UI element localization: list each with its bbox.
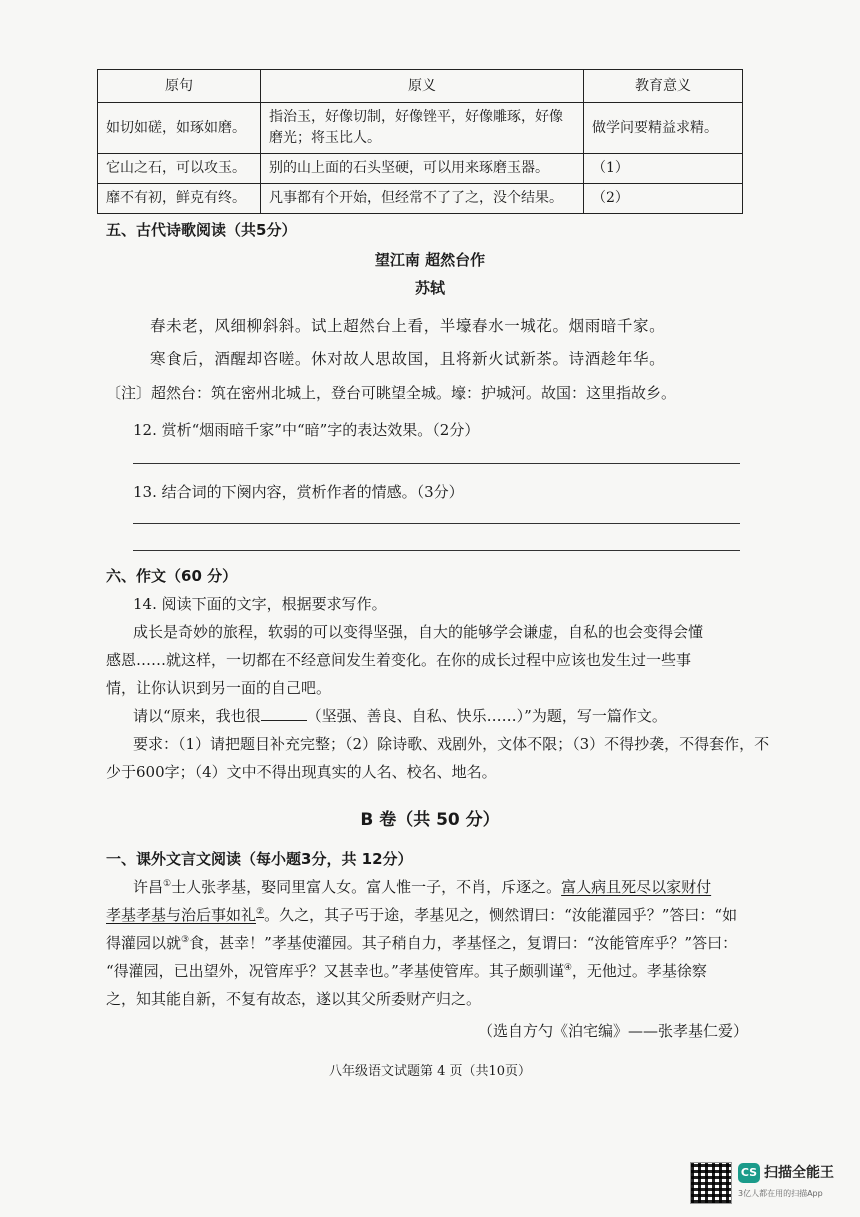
camscanner-logo: CS (738, 1163, 760, 1183)
volume-b-heading: B 卷（共 50 分） (360, 810, 500, 830)
qr-code-icon (690, 1162, 732, 1204)
answer-line[interactable] (133, 550, 740, 551)
footnote-mark: ③ (181, 935, 190, 945)
text-source: （选自方勺《泊宅编》——张孝基仁爱） (478, 1022, 749, 1040)
table-cell: 别的山上面的石头坚硬，可以用来琢磨玉器。 (261, 154, 584, 184)
text-span: “得灌园，已出望外，况管库乎？又甚幸也。”孝基使管库。其子颇驯谨 (106, 962, 564, 980)
table-cell: 指治玉，好像切制，好像锉平，好像雕琢，好像磨光；将玉比人。 (261, 103, 584, 154)
table-row (98, 154, 743, 184)
essay-prompt-end: （坚强、善良、自私、快乐……）”为题，写一篇作文。 (306, 707, 667, 725)
classical-text-line (106, 932, 737, 953)
essay-material: 感恩……就这样，一切都在不经意间发生着变化。在你的成长过程中应该也发生过一些事 (106, 651, 692, 669)
essay-prompt (133, 705, 667, 726)
classical-text-line (106, 904, 737, 925)
answer-line[interactable] (133, 523, 740, 524)
classical-text-line (106, 960, 707, 981)
table-header: 教育意义 (584, 70, 743, 103)
idiom-meaning-table (97, 69, 743, 214)
underlined-sentence: 孝基孝基与治后事如礼 (106, 906, 257, 924)
text-span: 得灌园以就 (106, 934, 182, 952)
classical-text-line: 之，知其能自新，不复有故态，遂以其父所委财产归之。 (106, 990, 482, 1008)
page-footer: 八年级语文试题第 4 页（共10页） (328, 1064, 532, 1079)
poem-title: 望江南 超然台作 (374, 251, 486, 269)
footnote-mark: ① (163, 879, 172, 889)
essay-material: 成长是奇妙的旅程，软弱的可以变得坚强，自大的能够学会谦虚，自私的也会变得会懂 (133, 623, 704, 641)
classical-text-line (133, 876, 711, 897)
table-cell: 如切如磋，如琢如磨。 (98, 103, 261, 154)
answer-line[interactable] (133, 463, 740, 464)
poem-line: 春未老，风细柳斜斜。试上超然台上看，半壕春水一城花。烟雨暗千家。 (150, 317, 666, 335)
table-header-row (98, 70, 743, 103)
poem-author: 苏轼 (414, 279, 445, 297)
camscanner-name: 扫描全能王 (764, 1165, 834, 1181)
camscanner-tagline: 3亿人都在用的扫描App (738, 1189, 823, 1198)
table-cell: （2） (584, 184, 743, 214)
essay-material: 情，让你认识到另一面的自己吧。 (106, 679, 332, 697)
text-span: ，无他过。孝基徐察 (571, 962, 707, 980)
footnote-mark: ④ (563, 963, 572, 973)
essay-requirements: 少于600字；（4）文中不得出现真实的人名、校名、地名。 (106, 763, 497, 781)
section-heading-classical: 一、课外文言文阅读（每小题3分，共 12分） (106, 850, 413, 868)
essay-requirements: 要求：（1）请把题目补充完整；（2）除诗歌、戏剧外，文体不限；（3）不得抄袭，不得套作，不 (133, 735, 770, 753)
essay-prompt-start: 请以“原来，我也很 (133, 707, 261, 725)
table-row (98, 103, 743, 154)
text-span: 士人张孝基，娶同里富人女。富人惟一子，不肖，斥逐之。 (171, 878, 562, 896)
text-span: 食，甚幸！”孝基使灌园。其子稍自力，孝基怪之，复谓曰：“汝能管库乎？”答曰： (189, 934, 738, 952)
poem-note: 〔注〕超然台：筑在密州北城上，登台可眺望全城。壕：护城河。故国：这里指故乡。 (106, 384, 677, 402)
table-header: 原义 (261, 70, 584, 103)
question-13: 13. 结合词的下阕内容，赏析作者的情感。（3分） (133, 483, 464, 501)
table-cell: 凡事都有个开始，但经常不了了之，没个结果。 (261, 184, 584, 214)
table-cell: 靡不有初，鲜克有终。 (98, 184, 261, 214)
footnote-mark: ② (256, 907, 265, 917)
question-14: 14. 阅读下面的文字，根据要求写作。 (133, 595, 387, 613)
section-heading-essay: 六、作文（60 分） (106, 567, 238, 585)
table-row (98, 184, 743, 214)
underlined-sentence: 富人病且死尽以家财付 (561, 878, 712, 896)
text-span: 。久之，其子丐于途，孝基见之，恻然谓曰：“汝能灌园乎？”答曰：“如 (264, 906, 738, 924)
section-heading-poetry: 五、古代诗歌阅读（共5分） (106, 221, 297, 239)
poem-line: 寒食后，酒醒却咨嗟。休对故人思故国，且将新火试新茶。诗酒趁年华。 (150, 350, 666, 368)
text-span: 许昌 (133, 878, 164, 896)
table-cell: 它山之石，可以攻玉。 (98, 154, 261, 184)
table-cell: （1） (584, 154, 743, 184)
table-header: 原句 (98, 70, 261, 103)
table-cell: 做学问要精益求精。 (584, 103, 743, 154)
question-12: 12. 赏析“烟雨暗千家”中“暗”字的表达效果。（2分） (133, 421, 480, 439)
title-blank[interactable] (261, 706, 307, 721)
